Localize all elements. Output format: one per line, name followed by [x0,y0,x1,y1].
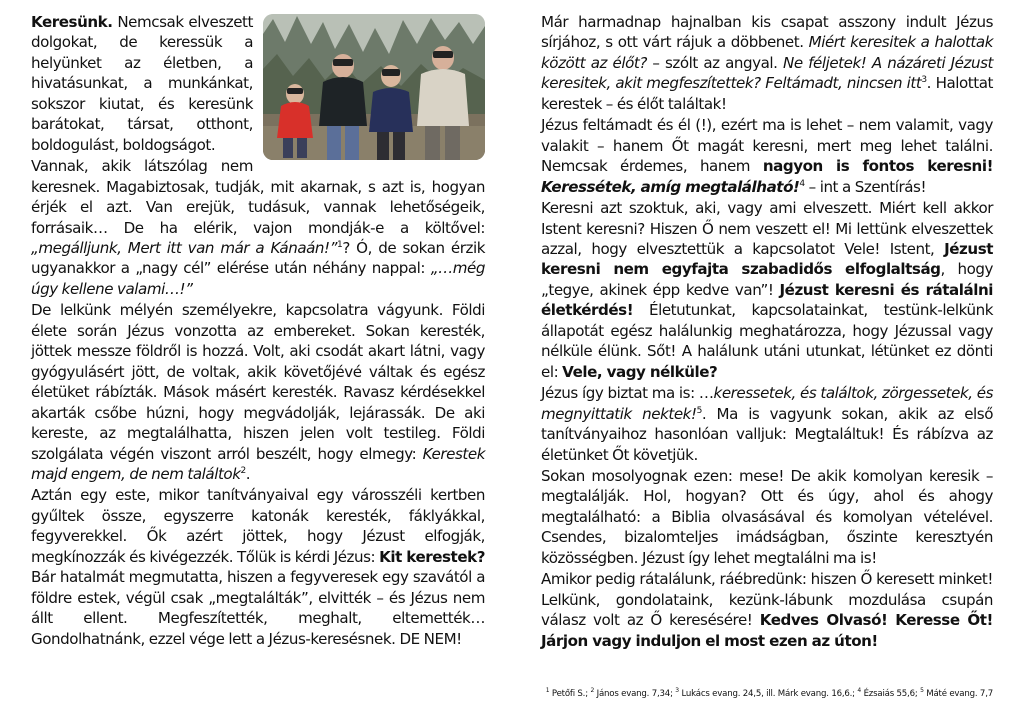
text-run: Bár hatalmát megmutatta, hiszen a fegyveresek egy szavától a földre estek, végül csak „megtalálták”, elvitték – és Jézus nem állt ellent. Megfeszítették, meghalt, eltemették… Gondolhatnánk, ezzel vége lett a Jézus-keresésnek. DE NEM! [31,568,485,648]
footnote-text: Lukács evang. 24,5, ill. Márk evang. 16,6.; [678,689,858,699]
right-paragraph-1 [541,12,993,114]
text-run: – szólt az angyal. [646,53,783,72]
right-paragraph-6 [541,569,993,651]
left-paragraph-3 [31,300,485,484]
footnote-ref: 3 [921,75,927,86]
left-column [31,12,485,650]
footnote-ref: 1 [337,239,343,250]
text-run: Jézus feltámadt és él (!), ezért ma is lehet – nem valamit, vagy valakit – hanem Őt magát keresni, mert meg lehet találni. Nemcsak érdemes, hanem [541,116,993,176]
text-run: Vele, vagy nélküle? [562,362,718,381]
text-run: nagyon is fontos keresni! [762,157,993,176]
footnote-number: 1 [545,687,550,695]
text-run: ? Ó, de sokan érzik ugyanakkor a „nagy cél” elérése után néhány nappal: [31,238,485,278]
binoculars-photo-icon [263,14,485,160]
text-run: Vannak, akik látszólag nem keresnek. Magabiztosak, tudják, mit akarnak, s azt is, hogyan érjék el azt. Van erejük, tudásuk, vannak lehetőségeik, forrásaik… De ha elérik, vajon mondják-e a költővel: [31,157,485,237]
text-run: , hogy „tegye, akinek épp kedve van”! [541,260,993,299]
text-run: Jézus így biztat ma is: … [541,384,714,403]
text-run: Keresünk. [31,13,113,31]
text-run: Miért keresitek a halottak között az élőt? [541,33,993,72]
footnote-number: 5 [920,687,924,695]
text-run: . [245,464,251,483]
right-paragraph-3 [541,198,993,382]
right-paragraph-4 [541,383,993,465]
left-paragraph-2 [31,156,485,299]
footnote-ref: 2 [240,465,246,476]
right-paragraph-2 [541,115,993,197]
footnotes [541,689,993,700]
text-run: Keressétek, amíg megtalálható! [541,177,800,196]
text-run: Keresni azt szoktuk, aki, vagy ami elveszett. Miért kell akkor Istent keresni? Hiszen Ő nem veszett el! Mi lettünk elveszettek azzal, hogy elvesztettük a kapcsolatot Vele! Istent, [541,199,993,258]
footnote-text: János evang. 7,34; [594,689,676,699]
footnote-text: Ézsaiás 55,6; [861,689,921,699]
text-run: Kedves Olvasó! Keresse Őt! Járjon vagy induljon el most ezen az úton! [541,611,993,650]
text-run: Nemcsak elveszett dolgokat, de keressük a helyünket az életben, a hivatásunkat, a munkánkat, sokszor kiutat, és keresünk barátokat, társat, otthont, boldogulást, boldogságot. [31,13,253,154]
footnote-ref: 5 [696,405,702,416]
text-run: Aztán egy este, mikor tanítványaival egy városszéli kertben gyűltek össze, egyszerre katonák keresték, fáklyákkal, fegyverekkel. Ők azért jöttek, hogy Jézust elfogják, megkínozzák és kivégezzék. Tőlük is kérdi Jézus: [31,486,485,566]
footnote-number: 3 [675,687,679,695]
left-paragraph-4 [31,485,485,649]
right-column [541,12,993,652]
text-run: „megálljunk, Mert itt van már a Kánaán!” [31,238,338,257]
text-run: De lelkünk mélyén személyekre, kapcsolatra vágyunk. Földi élete során Jézus vonzotta az embereket. Sokan keresték, jöttek messze földről is hozzá. Volt, aki csodát akart látni, vagy gyógyulásért jött, de voltak, akik követőjévé váltak és egész életüket rábízták. Mások másért keresték. Ravasz kérdésekkel akarták csőbe húzni, hogy megvádolják, lejárassák. De aki kereste, az megtalálhatta, hiszen jelen volt testileg. Földi szolgálata végén viszont arról beszélt, hogy elmegy: [31,301,485,463]
footnote-text: Máté evang. 7,7 [923,689,993,699]
text-run: . Ma is vagyunk sokan, akik az első tanítványaihoz hasonlóan valljuk: Megtaláltuk! És rábízva az életünket Őt követjük. [541,404,993,464]
text-run: . Halottat kerestek – és élőt találtak! [541,74,993,113]
text-run: Ne féljetek! A názáreti Jézust keresitek, akit megfeszítettek? Feltámadt, nincsen itt [541,53,993,93]
text-run: – int a Szentírás! [804,177,927,196]
text-run: „…még úgy kellene valami…!” [31,259,485,298]
text-run: Életutunkat, kapcsolatainkat, testünk-lelkünk állapotát egész halálunkig meghatározza, hogy Jézussal vagy nélküle élünk. Sőt! A halálunk utáni utunkat, létünket ez dönti el: [541,301,993,381]
text-run: Sokan mosolyognak ezen: mese! De akik komolyan keresik – megtalálják. Hol, hogyan? Ott és úgy, ahol és ahogy megtalálható: a Biblia olvasásával és komolyan vételével. Csendes, bizalomteljes imádságban, őszinte keresztyén közösségben. Jézust így lehet megtalálni ma is! [541,466,993,567]
footnote-number: 4 [857,687,862,695]
footnote-text: Petőfi S.; [549,689,591,699]
footnote-ref: 4 [799,178,805,189]
right-paragraph-5 [541,466,993,568]
text-run: Jézust keresni és rátalálni életkérdés! [541,280,993,320]
text-run: Jézust keresni nem egyfajta szabadidős elfoglaltság [541,239,993,279]
footnote-number: 2 [590,687,595,695]
text-run: Kit kerestek? [379,547,485,566]
text-run: Már harmadnap hajnalban kis csapat asszony indult Jézus sírjához, s ott várt rájuk a döbbenet. [541,13,993,52]
text-run: Amikor pedig rátalálunk, ráébredünk: hiszen Ő keresett minket! Lelkünk, gondolataink, kezünk-lábunk mozdulása csupán válasz volt az Ő keresésére! [541,570,993,630]
text-run: keressetek, és találtok, zörgessetek, és megnyittatik nektek! [541,384,993,423]
text-run: Kerestek majd engem, de nem találtok [31,444,485,483]
